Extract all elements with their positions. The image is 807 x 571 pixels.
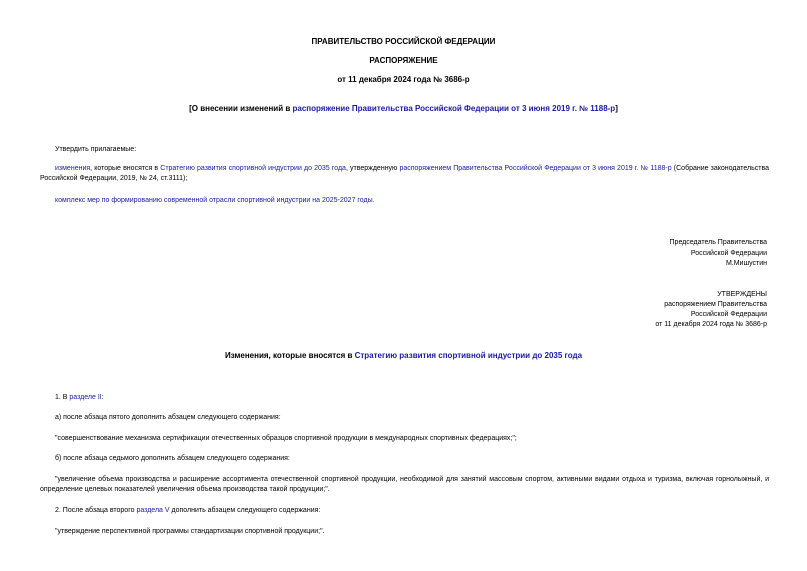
change-1-suffix: : bbox=[101, 394, 104, 401]
document-date-number: от 11 декабря 2024 года № 3686-р bbox=[337, 75, 470, 84]
approved-line-3: Российской Федерации bbox=[690, 311, 767, 318]
measures-complex-link[interactable]: комплекс мер по формированию современной отрасли спортивной индустрии на 2025-2027 годы. bbox=[55, 197, 375, 204]
changes-title-prefix: Изменения, которые вносятся в bbox=[224, 351, 355, 360]
changes-strategy-link[interactable]: Стратегию развития спортивной индустрии до 2035 года bbox=[354, 351, 583, 360]
order-1188-link[interactable]: распоряжением Правительства Российской Федерации от 3 июня 2019 г. № 1188-р bbox=[399, 165, 672, 172]
section-v-link[interactable]: раздела V bbox=[136, 507, 170, 514]
approved-line-4: от 11 декабря 2024 года № 3686-р bbox=[655, 321, 767, 328]
approved-line-2: распоряжением Правительства bbox=[664, 301, 767, 308]
change-2-prefix: 2. После абзаца второго bbox=[55, 507, 137, 514]
change-item-1a-text: "совершенствование механизма сертификации отечественных образцов спортивной продукции в международных спортивных федерациях;"; bbox=[55, 435, 517, 442]
title-prefix: [О внесении изменений в bbox=[189, 104, 293, 113]
title-suffix: ] bbox=[615, 104, 618, 113]
approve-text: Утвердить прилагаемые: bbox=[55, 146, 137, 153]
item1-text-a: , которые вносятся в bbox=[90, 165, 161, 172]
government-name: ПРАВИТЕЛЬСТВО РОССИЙСКОЙ ФЕДЕРАЦИИ bbox=[311, 37, 496, 46]
signature-name: М.Мишустин bbox=[725, 260, 767, 267]
signature-position: Председатель Правительства bbox=[669, 239, 767, 246]
item1-text-c: (Собрание законодательства Российской Федерации, 2019, № 24, ст.3111); bbox=[40, 165, 769, 182]
changes-title bbox=[0, 351, 807, 360]
change-item-2 bbox=[55, 506, 320, 516]
strategy-link[interactable]: Стратегию развития спортивной индустрии до 2035 года bbox=[160, 165, 346, 172]
amended-order-link[interactable]: распоряжение Правительства Российской Федерации от 3 июня 2019 г. № 1188-р bbox=[292, 104, 616, 113]
document-title bbox=[0, 104, 807, 113]
change-2-suffix: дополнить абзацем следующего содержания: bbox=[169, 507, 321, 514]
change-item-2-text: "утверждение перспективной программы стандартизации спортивной продукции;". bbox=[55, 528, 325, 535]
change-item-1 bbox=[55, 393, 104, 403]
approved-heading: УТВЕРЖДЕНЫ bbox=[717, 291, 767, 298]
change-item-1a: а) после абзаца пятого дополнить абзацем следующего содержания: bbox=[55, 414, 281, 421]
signature-country: Российской Федерации bbox=[690, 250, 767, 257]
approved-item-1 bbox=[40, 164, 769, 184]
section-ii-link[interactable]: разделе II bbox=[69, 394, 102, 401]
document-type: РАСПОРЯЖЕНИЕ bbox=[369, 56, 438, 65]
item1-text-b: , утвержденную bbox=[345, 165, 400, 172]
change-item-1b: б) после абзаца седьмого дополнить абзацем следующего содержания: bbox=[55, 455, 290, 462]
changes-link[interactable]: изменения bbox=[55, 165, 91, 172]
change-item-1b-text: "увеличение объема производства и расширение ассортимента отечественной спортивной продукции, необходимой для занятий массовым спортом, активными видами отдыха и туризма, включая горнолыжный, и определение целевых показателей увеличения объема производства такой продукции;". bbox=[40, 476, 769, 493]
change-1-prefix: 1. В bbox=[55, 394, 70, 401]
